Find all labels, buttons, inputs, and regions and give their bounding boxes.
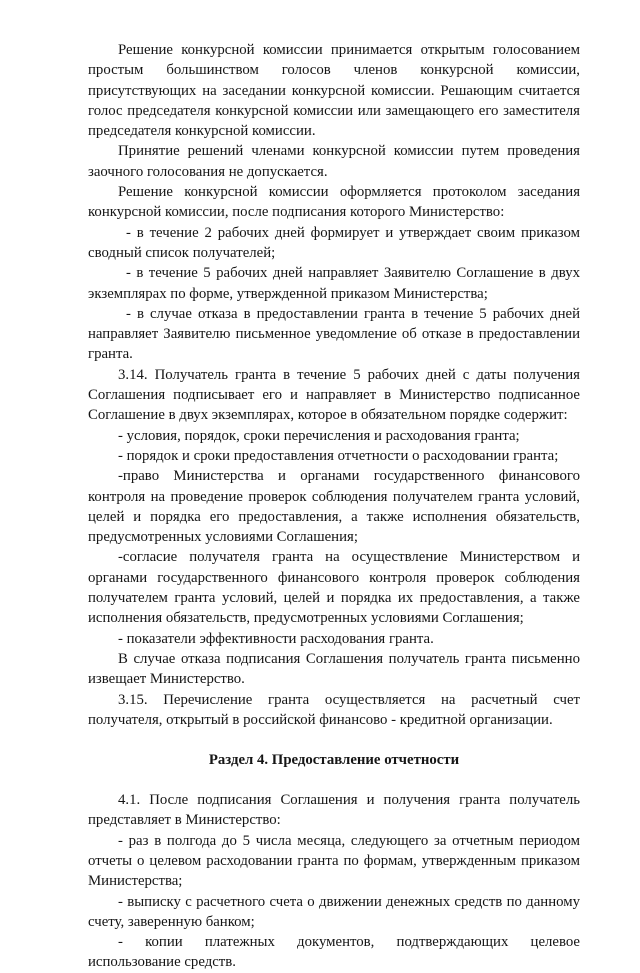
- paragraph-commission-voting: Решение конкурсной комиссии принимается открытым голосованием простым большинством голосов членов конкурсной комиссии, присутствующих на заседании конкурсной комиссии. Решающим считается голос председателя конкурсной комиссии или замещающего его заместителя председателя конкурсной комиссии.: [88, 42, 580, 140]
- document-body: [88, 40, 580, 973]
- list-item: - в течение 2 рабочих дней формирует и утверждает своим приказом сводный список получателей;: [88, 224, 580, 261]
- section-spacer: [88, 770, 580, 790]
- list-item: - в течение 5 рабочих дней направляет Заявителю Соглашение в двух экземплярах по форме, утвержденной приказом Министерства;: [88, 265, 580, 302]
- list-item: - порядок и сроки предоставления отчетности о расходовании гранта;: [118, 447, 559, 464]
- list-item: - раз в полгода до 5 числа месяца, следующего за отчетным периодом отчеты о целевом расходовании гранта по формам, утвержденным приказом Министерства;: [88, 832, 580, 890]
- list-item: - копии платежных документов, подтверждающих целевое использование средств.: [88, 934, 580, 971]
- paragraph-no-absentee-voting: Принятие решений членами конкурсной комиссии путем проведения заочного голосования не допускается.: [88, 143, 580, 180]
- section-heading: Раздел 4. Предоставление отчетности: [208, 752, 460, 769]
- paragraph-protocol: Решение конкурсной комиссии оформляется протоколом заседания конкурсной комиссии, после подписания которого Министерство:: [88, 184, 580, 221]
- list-item: - в случае отказа в предоставлении гранта в течение 5 рабочих дней направляет Заявителю письменное уведомление об отказе в предоставлении гранта.: [88, 305, 580, 363]
- paragraph-3-14: 3.14. Получатель гранта в течение 5 рабочих дней с даты получения Соглашения подписывает его и направляет в Министерство подписанное Соглашение в двух экземплярах, которое в обязательном порядке содержит:: [88, 366, 580, 424]
- paragraph-refusal-notice: В случае отказа подписания Соглашения получатель гранта письменно извещает Министерство.: [88, 650, 580, 688]
- list-item: - выписку с расчетного счета о движении денежных средств по данному счету, заверенную банком;: [88, 893, 580, 930]
- section-spacer: [88, 730, 580, 750]
- list-item: - показатели эффективности расходования гранта.: [118, 630, 434, 647]
- paragraph-4-1: 4.1. После подписания Соглашения и получения гранта получатель представляет в Министерство:: [88, 792, 580, 829]
- paragraph-3-15: 3.15. Перечисление гранта осуществляется на расчетный счет получателя, открытый в российской финансово - кредитной организации.: [88, 691, 580, 728]
- list-item: - условия, порядок, сроки перечисления и расходования гранта;: [118, 427, 520, 444]
- list-item: -согласие получателя гранта на осуществление Министерством и органами государственного финансового контроля проверок соблюдения получателем гранта условий, целей и порядка их предоставления, а также исполнения обязательств, предусмотренных условиями Соглашения;: [88, 549, 580, 627]
- list-item: -право Министерства и органами государственного финансового контроля на проведение проверок соблюдения получателем гранта условий, целей и порядка его предоставления, а также исполнения обязательств, предусмотренных условиями Соглашения;: [88, 468, 580, 546]
